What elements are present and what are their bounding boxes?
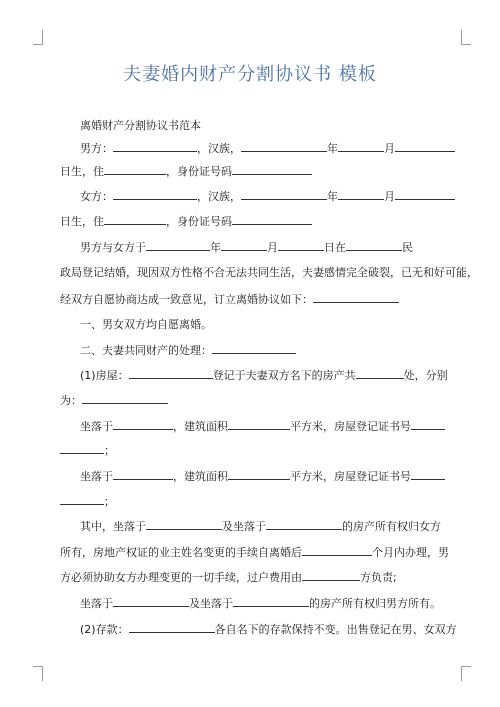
male-party-address-line: 日生，住 ，身份证号码 xyxy=(60,164,312,179)
clause-one: 一、男女双方均自愿离婚。 xyxy=(80,318,212,331)
male-party-line: 男方： ，汉族， 年 月 xyxy=(80,141,455,156)
paragraph-line: 经双方自愿协商达成一致意见，订立离婚协议如下： xyxy=(60,292,399,307)
house-item-end-line: ； xyxy=(60,494,115,509)
document-subtitle: 离婚财产分割协议书范本 xyxy=(80,119,201,132)
paragraph-line: 坐落于 及坐落于 的房产所有权归男方所有。 xyxy=(80,597,441,610)
clause-two: 二、夫妻共同财产的处理： xyxy=(80,343,296,358)
house-list-line: 为： xyxy=(60,393,168,408)
deposit-clause-line: (2)存款： 各自名下的存款保持不变。出售登记在男、女双方 xyxy=(80,623,457,636)
paragraph-line: 政局登记结婚，现因双方性格不合无法共同生活，夫妻感情完全破裂，已无和好可能， xyxy=(60,266,478,279)
crop-mark-bottom-right xyxy=(461,666,471,681)
crop-mark-top-left xyxy=(33,30,43,45)
female-party-address-line: 日生，住 ，身份证号码 xyxy=(60,214,312,229)
paragraph-line: 方必须协助女方办理变更的一切手续，过户费用由 方负责; xyxy=(60,571,397,584)
house-clause-line: (1)房屋： 登记于夫妻双方名下的房产共 处，分别 xyxy=(80,369,448,382)
house-item-end-line: ； xyxy=(60,443,115,458)
house-item-line: 坐落于 ，建筑面积 平方米，房屋登记证书号 xyxy=(80,469,445,484)
house-item-line: 坐落于 ，建筑面积 平方米，房屋登记证书号 xyxy=(80,419,445,434)
crop-mark-top-right xyxy=(461,30,471,45)
paragraph-line: 其中，坐落于 及坐落于 的房产所有权归女方 xyxy=(80,520,441,533)
female-party-line: 女方： ，汉族， 年 月 xyxy=(80,189,455,204)
document-title: 夫妻婚内财产分割协议书 模板 xyxy=(123,64,377,85)
marriage-date-line: 男方与女方于 年 月 日在 民 xyxy=(80,241,413,254)
paragraph-line: 所有，房地产权证的业主姓名变更的手续自离婚后 个月内办理，男 xyxy=(60,546,449,559)
crop-mark-bottom-left xyxy=(33,666,43,681)
